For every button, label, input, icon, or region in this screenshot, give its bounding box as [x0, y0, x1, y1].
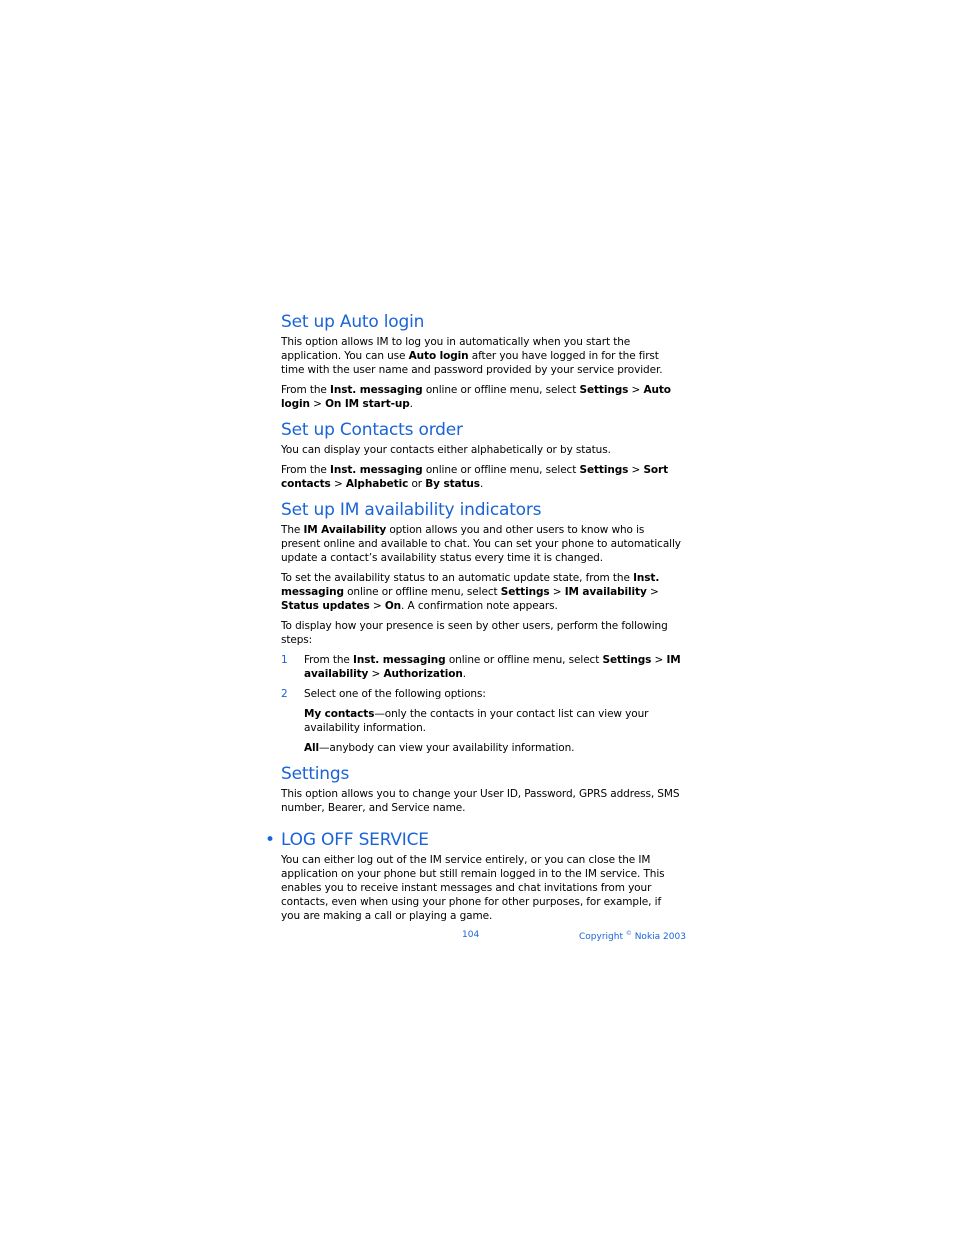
step-item	[281, 687, 681, 701]
contacts-order-paragraph-1: You can display your contacts either alphabetically or by status.	[281, 444, 611, 456]
section-log-off	[265, 829, 681, 923]
section-availability	[281, 499, 681, 755]
section-settings	[281, 763, 681, 815]
section-title-settings: Settings	[281, 764, 350, 784]
availability-paragraph-3: To display how your presence is seen by other users, perform the following steps:	[281, 620, 668, 646]
settings-paragraph-1: This option allows you to change your User ID, Password, GPRS address, SMS number, Bearer, and Service name.	[281, 788, 680, 814]
step-number: 1	[281, 654, 288, 666]
section-title-auto-login: Set up Auto login	[281, 312, 425, 332]
section-title-availability: Set up IM availability indicators	[281, 500, 542, 520]
page-content	[265, 311, 681, 931]
log-off-paragraph-1: You can either log out of the IM service entirely, or you can close the IM application on your phone but still remain logged in to the IM service. This enables you to receive instant messages and chat invitations from your contacts, even when using your phone for other purposes, for example, if you are making a call or playing a game.	[281, 854, 665, 922]
availability-paragraph-1: The IM Availability option allows you and other users to know who is present online and available to chat. You can set your phone to automatically update a contact’s availability status every time it is changed.	[281, 524, 681, 564]
contacts-order-paragraph-2: From the Inst. messaging online or offline menu, select Settings > Sort contacts > Alphabetic or By status.	[281, 464, 669, 490]
section-title-contacts-order: Set up Contacts order	[281, 420, 463, 440]
option-my-contacts: My contacts—only the contacts in your contact list can view your availability information.	[304, 708, 649, 734]
step-item: 1 From the Inst. messaging online or offline menu, select Settings > IM availability > Authorization.	[281, 654, 681, 680]
bullet-icon: •	[265, 830, 275, 850]
availability-steps	[281, 653, 681, 701]
section-auto-login	[281, 311, 681, 411]
copyright-notice: Copyright © Nokia 2003	[579, 930, 686, 942]
page-number: 104	[462, 930, 480, 940]
auto-login-paragraph-1: This option allows IM to log you in automatically when you start the application. You can use Auto login after you have logged in for the first time with the user name and password provided by your service provider.	[281, 336, 663, 376]
section-title-log-off: • LOG OFF SERVICE	[265, 830, 429, 850]
step-text: Select one of the following options:	[304, 688, 486, 700]
copyright-symbol: ©	[625, 930, 632, 937]
availability-paragraph-2: To set the availability status to an automatic update state, from the Inst. messaging online or offline menu, select Settings > IM availability > Status updates > On. A confirmation note appears.	[281, 572, 660, 612]
auto-login-paragraph-2: From the Inst. messaging online or offline menu, select Settings > Auto login > On IM start-up.	[281, 384, 671, 410]
step-number: 2	[281, 688, 288, 700]
option-all: All—anybody can view your availability information.	[304, 742, 575, 754]
section-contacts-order	[281, 419, 681, 491]
